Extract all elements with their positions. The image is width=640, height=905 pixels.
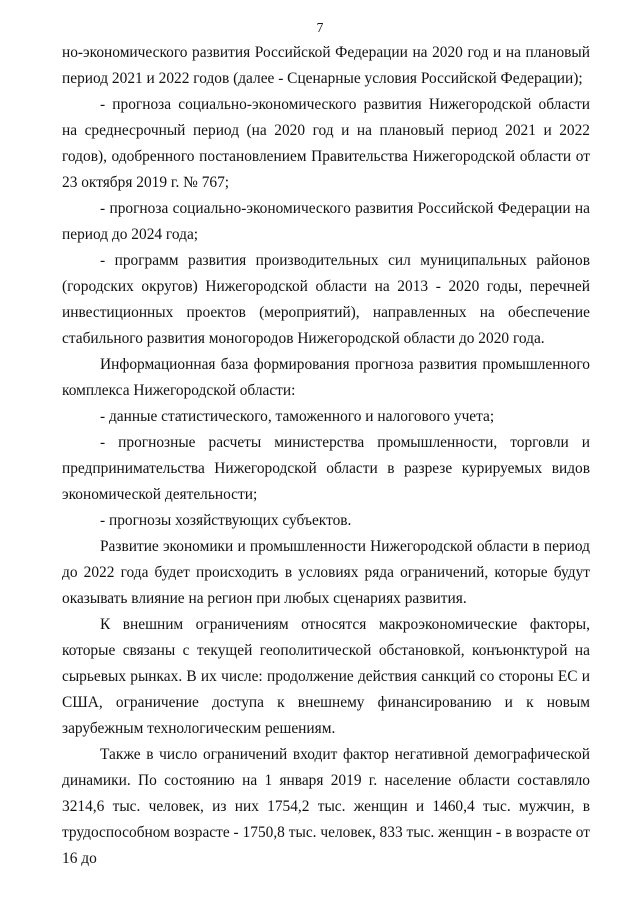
page-number: 7 (316, 20, 324, 35)
paragraph-7: - прогнозные расчеты министерства промышленности, торговли и предпринимательства Нижегородской области в разрезе курируемых видов экономической деятельности; (62, 434, 590, 503)
paragraph-1: но-экономического развития Российской Федерации на 2020 год и на плановый период 2021 и 2022 годов (далее - Сценарные условия Российской Федерации); (62, 44, 590, 87)
paragraph-11: Также в число ограничений входит фактор негативной демографической динамики. По состоянию на 1 января 2019 г. население области составляло 3214,6 тыс. человек, из них 1754,2 тыс. женщин и 1460,4 тыс. мужчин, в трудоспособном возрасте - 1750,8 тыс. человек, 833 тыс. женщин - в возрасте от 16 до (62, 746, 590, 867)
paragraph-2: - прогноза социально-экономического развития Нижегородской области на среднесрочный период (на 2020 год и на плановый период 2021 и 2022 годов), одобренного постановлением Правительства Нижегородской области от 23 октября 2019 г. № 767; (62, 96, 590, 191)
paragraph-3: - прогноза социально-экономического развития Российской Федерации на период до 2024 года; (62, 200, 590, 243)
paragraph-5: Информационная база формирования прогноза развития промышленного комплекса Нижегородской области: (62, 356, 590, 399)
paragraph-10: К внешним ограничениям относятся макроэкономические факторы, которые связаны с текущей геополитической обстановкой, конъюнктурой на сырьевых рынках. В их числе: продолжение действия санкций со стороны ЕС и США, ограничение доступа к внешнему финансированию и к новым зарубежным технологическим решениям. (62, 616, 590, 737)
document-body (62, 40, 590, 872)
paragraph-6: - данные статистического, таможенного и налогового учета; (100, 408, 495, 425)
paragraph-9: Развитие экономики и промышленности Нижегородской области в период до 2022 года будет происходить в условиях ряда ограничений, которые будут оказывать влияние на регион при любых сценариях развития. (62, 538, 590, 607)
paragraph-4: - программ развития производительных сил муниципальных районов (городских округов) Нижегородской области на 2013 - 2020 годы, перечней инвестиционных проектов (мероприятий), направленных на обеспечение стабильного развития моногородов Нижегородской области до 2020 года. (62, 252, 590, 347)
paragraph-8: - прогнозы хозяйствующих субъектов. (100, 512, 352, 529)
